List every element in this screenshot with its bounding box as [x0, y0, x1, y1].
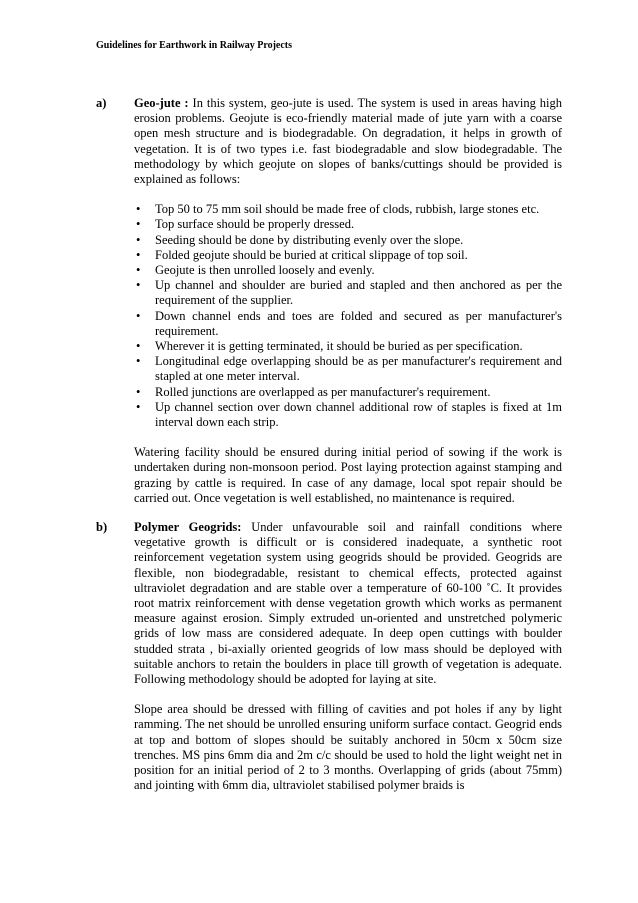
bullet-icon: • — [136, 399, 141, 414]
list-item: • Seeding should be done by distributing evenly over the slope. — [136, 232, 464, 247]
list-item: • Geojute is then unrolled loosely and evenly. — [136, 263, 375, 278]
page-header: Guidelines for Earthwork in Railway Projects — [96, 40, 293, 51]
list-item: • Up channel and shoulder are buried and stapled and then anchored as per the requirement of the supplier. — [136, 278, 562, 308]
list-item: • Rolled junctions are overlapped as per manufacturer's requirement. — [136, 384, 491, 399]
section-content — [134, 520, 562, 793]
bullet-icon: • — [136, 232, 141, 247]
section-content — [134, 96, 562, 506]
bullet-icon: • — [136, 339, 141, 354]
bullet-icon: • — [136, 278, 141, 293]
methodology-list — [134, 202, 562, 430]
intro-text: In this system, geo-jute is used. The system is used in areas having high erosion problems. Geojute is eco-friendly material made of jute yarn with a coarse open mesh structure and is biodegradable. On degradation, it helps in growth of vegetation. It is of two types i.e. fast biodegradable and slow biodegradable. The methodology by which geojute on slopes of banks/cuttings should be provided is explained as follows: — [134, 96, 563, 187]
list-item: • Up channel section over down channel additional row of staples is fixed at 1m interval down each strip. — [136, 399, 562, 430]
bullet-icon: • — [136, 308, 141, 323]
list-item: • Top 50 to 75 mm soil should be made free of clods, rubbish, large stones etc. — [136, 202, 540, 217]
list-item: • Longitudinal edge overlapping should be as per manufacturer's requirement and stapled at one meter interval. — [136, 354, 562, 384]
section-label: a) — [96, 96, 107, 110]
bullet-icon: • — [136, 354, 141, 369]
section-title: Polymer Geogrids: — [134, 520, 242, 534]
closing-paragraph: Watering facility should be ensured during initial period of sowing if the work is undertaken during non-monsoon period. Post laying protection against stamping and grazing by cattle is required. In case of any damage, local spot repair should be carried out. Once vegetation is well established, no maintenance is required. — [134, 445, 562, 505]
section-title: Geo-jute : — [134, 96, 189, 110]
method-paragraph: Slope area should be dressed with filling of cavities and pot holes if any by light ramming. The net should be unrolled ensuring uniform surface contact. Geogrid ends at top and bottom of slopes should be suitably anchored in 50cm x 50cm size trenches. MS pins 6mm dia and 2m c/c should be used to hold the light weight net in position for an initial period of 2 to 3 months. Overlapping of grids (about 75mm) and jointing with 6mm dia, ultraviolet stabilised polymer braids is — [134, 702, 562, 793]
bullet-icon: • — [136, 202, 141, 217]
bullet-icon: • — [136, 247, 141, 262]
bullet-icon: • — [136, 217, 141, 232]
section-intro — [134, 96, 562, 187]
bullet-icon: • — [136, 263, 141, 278]
bullet-icon: • — [136, 384, 141, 399]
list-item: • Wherever it is getting terminated, it should be buried as per specification. — [136, 339, 523, 354]
section-label: b) — [96, 520, 108, 534]
list-item: • Down channel ends and toes are folded and secured as per manufacturer's requirement. — [136, 308, 562, 338]
section-intro — [134, 520, 562, 687]
intro-text: Under unfavourable soil and rainfall conditions where vegetative growth is difficult or is considered inadequate, a synthetic root reinforcement vegetation system using geogrids should be provided. Geogrids are flexible, non biodegradable, resistant to chemical effects, protected against ultraviolet degradation and are stable over a temperature of 60-100 ˚C. It provides root matrix reinforcement with dense vegetation growth which works as permanent measure against erosion. Simply extruded un-oriented and unstretched polymeric grids of low mass are considered adequate. In deep open cuttings with boulder studded strata , bi-axially oriented geogrids of low mass should be deployed with suitable anchors to retain the boulders in place till growth of vegetation is adequate. Following methodology should be adopted for laying at site. — [134, 520, 563, 687]
list-item: • Top surface should be properly dressed. — [136, 217, 355, 232]
list-item: • Folded geojute should be buried at critical slippage of top soil. — [136, 247, 468, 262]
